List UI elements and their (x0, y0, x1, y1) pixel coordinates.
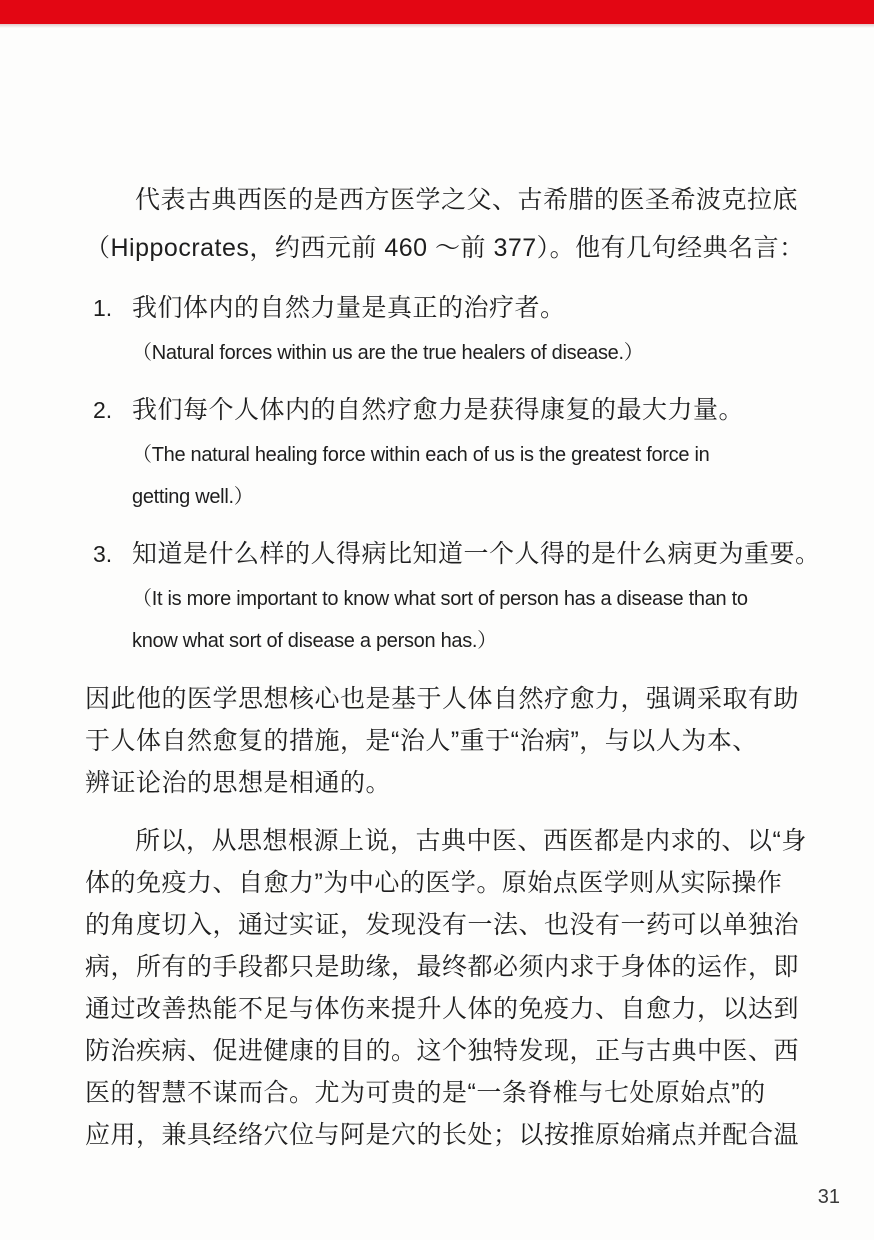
paragraph-line: 因此他的医学思想核心也是基于人体自然疗愈力，强调采取有助 (85, 685, 800, 713)
paragraph-line: 于人体自然愈复的措施，是“治人”重于“治病”，与以人为本、 (85, 727, 758, 755)
quote-text-en: know what sort of disease a person has.） (132, 630, 497, 652)
paragraph-line: 辨证论治的思想是相通的。 (85, 769, 392, 797)
quote-body (132, 530, 821, 662)
quote-text-cn: 知道是什么样的人得病比知道一个人得的是什么病更为重要。 (132, 540, 821, 568)
top-accent-bar (0, 0, 874, 24)
paragraph-line: 代表古典西医的是西方医学之父、古希腊的医圣希波克拉底 (135, 186, 799, 214)
page-number: 31 (817, 1186, 840, 1208)
body-paragraph (85, 678, 800, 804)
paragraph-line: 病，所有的手段都只是助缘，最终都必须内求于身体的运作，即 (85, 953, 800, 981)
top-accent-bar-shadow (0, 24, 874, 28)
quote-text-cn: 我们每个人体内的自然疗愈力是获得康复的最大力量。 (132, 396, 745, 424)
paragraph-line: 体的免疫力、自愈力”为中心的医学。原始点医学则从实际操作 (85, 869, 783, 897)
quote-text-cn: 我们体内的自然力量是真正的治疗者。 (132, 294, 566, 322)
quote-body (132, 386, 797, 518)
intro-paragraph (85, 176, 805, 272)
quote-text-en: （It is more important to know what sort of person has a disease than to (132, 588, 748, 610)
quote-item (85, 284, 797, 374)
quote-text-en: getting well.） (132, 486, 254, 508)
paragraph-line: 所以，从思想根源上说，古典中医、西医都是内求的、以“身 (135, 827, 807, 855)
paragraph-line: 应用，兼具经络穴位与阿是穴的长处；以按推原始痛点并配合温 (85, 1121, 800, 1149)
quote-number: 3. (93, 541, 113, 567)
paragraph-line: 的角度切入，通过实证，发现没有一法、也没有一药可以单独治 (85, 911, 800, 939)
paragraph-line: （Hippocrates，约西元前 460 ～前 377）。他有几句经典名言： (85, 234, 805, 262)
quote-body (132, 284, 797, 374)
paragraph-line: 防治疾病、促进健康的目的。这个独特发现，正与古典中医、西 (85, 1037, 800, 1065)
quote-text-en: （Natural forces within us are the true healers of disease.） (132, 342, 644, 364)
quote-item (85, 386, 797, 518)
quote-list (85, 284, 821, 662)
paragraph-line: 医的智慧不谋而合。尤为可贵的是“一条脊椎与七处原始点”的 (85, 1079, 766, 1107)
quote-item (85, 530, 821, 662)
body-paragraph (85, 820, 807, 1156)
quote-number: 2. (93, 397, 113, 423)
page-body (85, 176, 821, 1156)
paragraph-line: 通过改善热能不足与体伤来提升人体的免疫力、自愈力，以达到 (85, 995, 800, 1023)
quote-number: 1. (93, 295, 113, 321)
quote-text-en: （The natural healing force within each of us is the greatest force in (132, 444, 710, 466)
